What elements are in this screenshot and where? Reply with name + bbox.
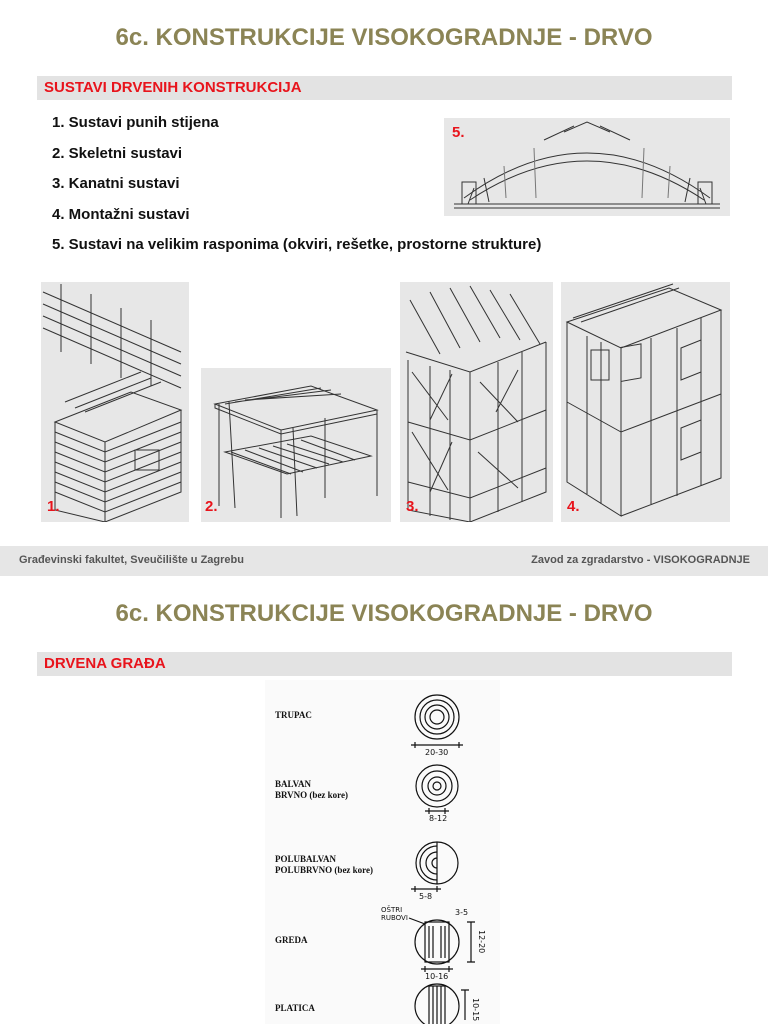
list-item: 4. Montažni sustavi xyxy=(52,205,190,223)
figure-label: 1. xyxy=(47,498,60,515)
slide-title: 6c. KONSTRUKCIJE VISOKOGRADNJE - DRVO xyxy=(115,600,653,627)
dimension-label: 8-12 xyxy=(429,814,448,823)
timber-label: TRUPAC xyxy=(275,710,312,720)
list-item: 1. Sustavi punih stijena xyxy=(52,114,219,131)
dimension-label: 10-16 xyxy=(425,972,449,981)
skeleton-figure xyxy=(201,368,391,522)
figure-label: 5. xyxy=(452,124,465,141)
figure-label: 3. xyxy=(406,498,419,515)
section-header: SUSTAVI DRVENIH KONSTRUKCIJA xyxy=(37,76,732,100)
list-item: 3. Kanatni sustavi xyxy=(52,175,180,193)
timber-frame-figure xyxy=(400,282,553,522)
footer-department: Zavod za zgradarstvo - VISOKOGRADNJE xyxy=(531,554,750,566)
figure-label: 2. xyxy=(205,498,218,515)
dimension-label: 20-30 xyxy=(425,748,449,757)
list-item: 2. Skeletni sustavi xyxy=(52,144,183,162)
dimension-label: 10-15 xyxy=(471,998,480,1022)
list-item: 5. Sustavi na velikim rasponima (okviri, rešetke, prostorne strukture) xyxy=(52,236,542,254)
timber-label: POLUBALVAN POLUBRVNO (bez kore) xyxy=(275,854,374,875)
log-wall-figure xyxy=(41,282,189,522)
slide-footer xyxy=(0,546,768,576)
footer-institution: Građevinski fakultet, Sveučilište u Zagrebu xyxy=(19,554,244,566)
prefab-figure xyxy=(561,282,730,522)
timber-cross-sections xyxy=(265,680,500,1024)
timber-label: BALVAN BRVNO (bez kore) xyxy=(275,779,349,800)
timber-types-figure xyxy=(265,680,500,1024)
greda-edge-note: OŠTRI RUBOVI xyxy=(381,906,408,922)
section-header: DRVENA GRAĐA xyxy=(37,652,732,676)
timber-label: GREDA xyxy=(275,935,308,945)
timber-label: PLATICA xyxy=(275,1003,315,1013)
greda-top-dimension: 3-5 xyxy=(455,908,469,917)
dimension-label: 5-8 xyxy=(419,892,433,901)
slide-title: 6c. KONSTRUKCIJE VISOKOGRADNJE - DRVO xyxy=(115,24,653,51)
arch-truss-figure xyxy=(444,118,730,216)
figure-label: 4. xyxy=(567,498,580,515)
greda-side-dimension: 12-20 xyxy=(477,930,486,954)
